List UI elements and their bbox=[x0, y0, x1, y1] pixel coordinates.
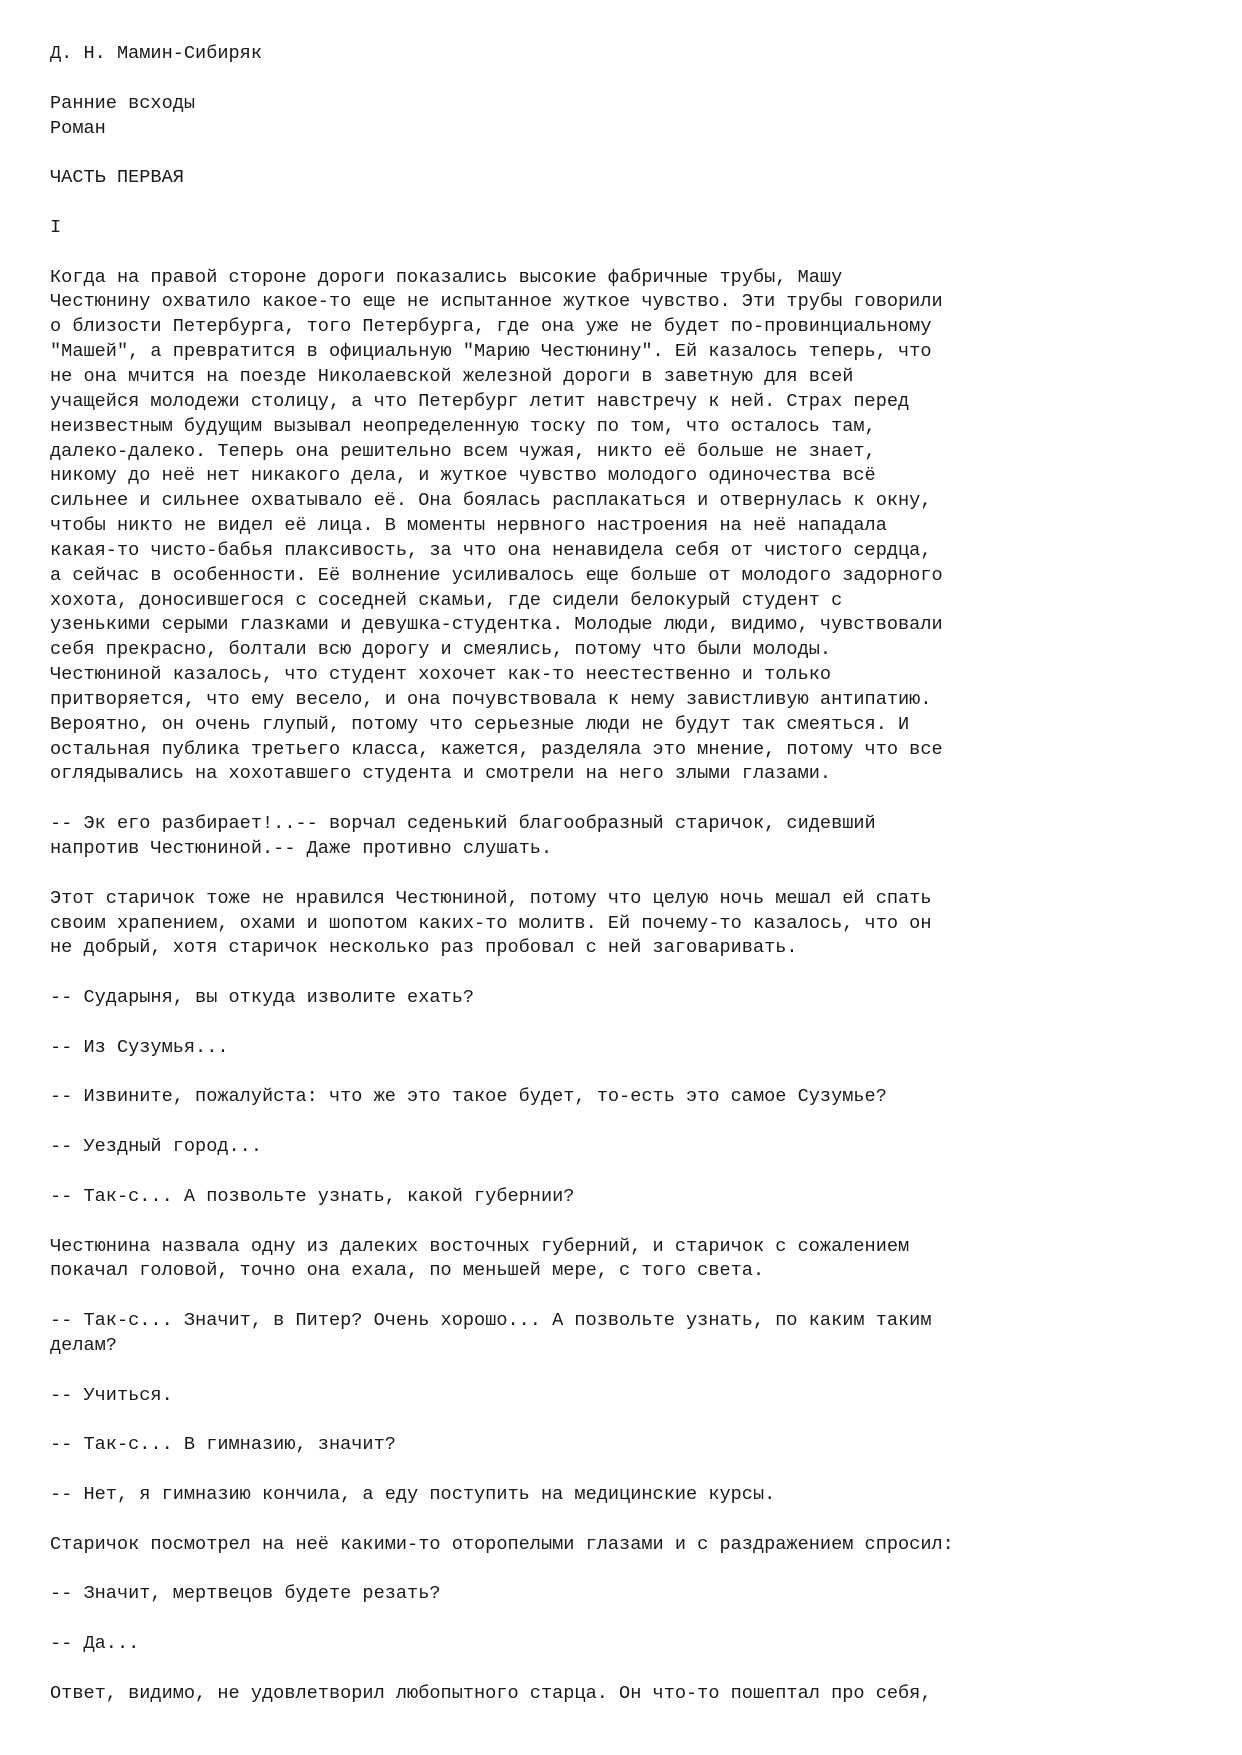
text-line: -- Так-с... А позвольте узнать, какой губернии? bbox=[50, 1185, 575, 1207]
text-line: своим храпением, охами и шопотом каких-то молитв. Ей почему-то казалось, что он bbox=[50, 912, 932, 934]
text-line: -- Так-с... В гимназию, значит? bbox=[50, 1434, 396, 1456]
text-line: оглядывались на хохотавшего студента и смотрели на него злыми глазами. bbox=[50, 763, 832, 785]
part-heading: ЧАСТЬ ПЕРВАЯ bbox=[50, 167, 184, 189]
title-line: Ранние всходы bbox=[50, 92, 196, 114]
blank-line bbox=[50, 1011, 1200, 1036]
blank-line bbox=[50, 961, 1200, 986]
text-line: никому до неё нет никакого дела, и жуткое чувство молодого одиночества всё bbox=[50, 465, 876, 487]
text-line: Когда на правой стороне дороги показались высокие фабричные трубы, Машу bbox=[50, 266, 843, 288]
document-text bbox=[50, 42, 1200, 1707]
text-line: -- Уездный город... bbox=[50, 1136, 263, 1158]
blank-line bbox=[50, 1508, 1200, 1533]
text-line: "Машей", а превратится в официальную "Марию Честюнину". Ей казалось теперь, что bbox=[50, 341, 932, 363]
text-line: далеко-далеко. Теперь она решительно всем чужая, никто её больше не знает, bbox=[50, 440, 876, 462]
blank-line bbox=[50, 1210, 1200, 1235]
blank-line bbox=[50, 1557, 1200, 1582]
text-line: сильнее и сильнее охватывало её. Она боялась расплакаться и отвернулась к окну, bbox=[50, 490, 932, 512]
blank-line bbox=[50, 191, 1200, 216]
text-line: Старичок посмотрел на неё какими-то оторопелыми глазами и с раздражением спросил: bbox=[50, 1533, 954, 1555]
blank-line bbox=[50, 862, 1200, 887]
text-line: -- Так-с... Значит, в Питер? Очень хорошо... А позвольте узнать, по каким таким bbox=[50, 1310, 932, 1332]
text-line: Честюнина назвала одну из далеких восточных губерний, и старичок с сожалением bbox=[50, 1235, 910, 1257]
author-line: Д. Н. Мамин-Сибиряк bbox=[50, 43, 263, 64]
text-line: делам? bbox=[50, 1334, 117, 1356]
blank-line bbox=[50, 1458, 1200, 1483]
text-line: Ответ, видимо, не удовлетворил любопытного старца. Он что-то пошептал про себя, bbox=[50, 1682, 932, 1704]
text-line: -- Учиться. bbox=[50, 1384, 173, 1406]
blank-line bbox=[50, 1160, 1200, 1185]
text-line: Этот старичок тоже не нравился Честюниной, потому что целую ночь мешал ей спать bbox=[50, 887, 932, 909]
blank-line bbox=[50, 67, 1200, 92]
text-line: учащейся молодежи столицу, а что Петербург летит навстречу к ней. Страх перед bbox=[50, 390, 910, 412]
text-line: а сейчас в особенности. Её волнение усиливалось еще больше от молодого задорного bbox=[50, 564, 943, 586]
text-line: -- Эк его разбирает!..-- ворчал седенький благообразный старичок, сидевший bbox=[50, 813, 876, 835]
blank-line bbox=[50, 1657, 1200, 1682]
blank-line bbox=[50, 1359, 1200, 1384]
text-line: притворяется, что ему весело, и она почувствовала к нему завистливую антипатию. bbox=[50, 688, 932, 710]
text-line: остальная публика третьего класса, кажется, разделяла это мнение, потому что все bbox=[50, 738, 943, 760]
text-line: покачал головой, точно она ехала, по меньшей мере, с того света. bbox=[50, 1260, 765, 1282]
blank-line bbox=[50, 1607, 1200, 1632]
blank-line bbox=[50, 1284, 1200, 1309]
blank-line bbox=[50, 1061, 1200, 1086]
text-line: неизвестным будущим вызывал неопределенную тоску по том, что осталось там, bbox=[50, 415, 876, 437]
text-line: о близости Петербурга, того Петербурга, где она уже не будет по-провинциальному bbox=[50, 316, 932, 338]
text-line: узенькими серыми глазками и девушка-студентка. Молодые люди, видимо, чувствовали bbox=[50, 614, 943, 636]
text-line: себя прекрасно, болтали всю дорогу и смеялись, потому что были молоды. bbox=[50, 639, 832, 661]
text-line: -- Значит, мертвецов будете резать? bbox=[50, 1583, 441, 1605]
chapter-number: I bbox=[50, 216, 62, 238]
text-line: -- Извините, пожалуйста: что же это такое будет, то-есть это самое Сузумье? bbox=[50, 1086, 887, 1108]
text-line: Честюниной казалось, что студент хохочет как-то неестественно и только bbox=[50, 664, 832, 686]
text-line: Вероятно, он очень глупый, потому что серьезные люди не будут так смеяться. И bbox=[50, 713, 910, 735]
text-line: напротив Честюниной.-- Даже противно слушать. bbox=[50, 838, 553, 859]
text-line: -- Нет, я гимназию кончила, а еду поступить на медицинские курсы. bbox=[50, 1483, 776, 1505]
text-line: -- Из Сузумья... bbox=[50, 1036, 229, 1058]
text-line: не добрый, хотя старичок несколько раз пробовал с ней заговаривать. bbox=[50, 937, 798, 959]
blank-line bbox=[50, 1110, 1200, 1135]
blank-line bbox=[50, 1408, 1200, 1433]
text-line: хохота, доносившегося с соседней скамьи, где сидели белокурый студент с bbox=[50, 589, 843, 611]
text-line: какая-то чисто-бабья плаксивость, за что она ненавидела себя от чистого сердца, bbox=[50, 539, 932, 561]
text-line: Честюнину охватило какое-то еще не испытанное жуткое чувство. Эти трубы говорили bbox=[50, 291, 943, 313]
blank-line bbox=[50, 787, 1200, 812]
blank-line bbox=[50, 141, 1200, 166]
text-line: -- Да... bbox=[50, 1633, 140, 1654]
genre-line: Роман bbox=[50, 117, 106, 139]
text-line: не она мчится на поезде Николаевской железной дороги в заветную для всей bbox=[50, 365, 854, 387]
text-line: чтобы никто не видел её лица. В моменты нервного настроения на неё нападала bbox=[50, 515, 887, 537]
text-line: -- Сударыня, вы откуда изволите ехать? bbox=[50, 987, 475, 1009]
blank-line bbox=[50, 241, 1200, 266]
